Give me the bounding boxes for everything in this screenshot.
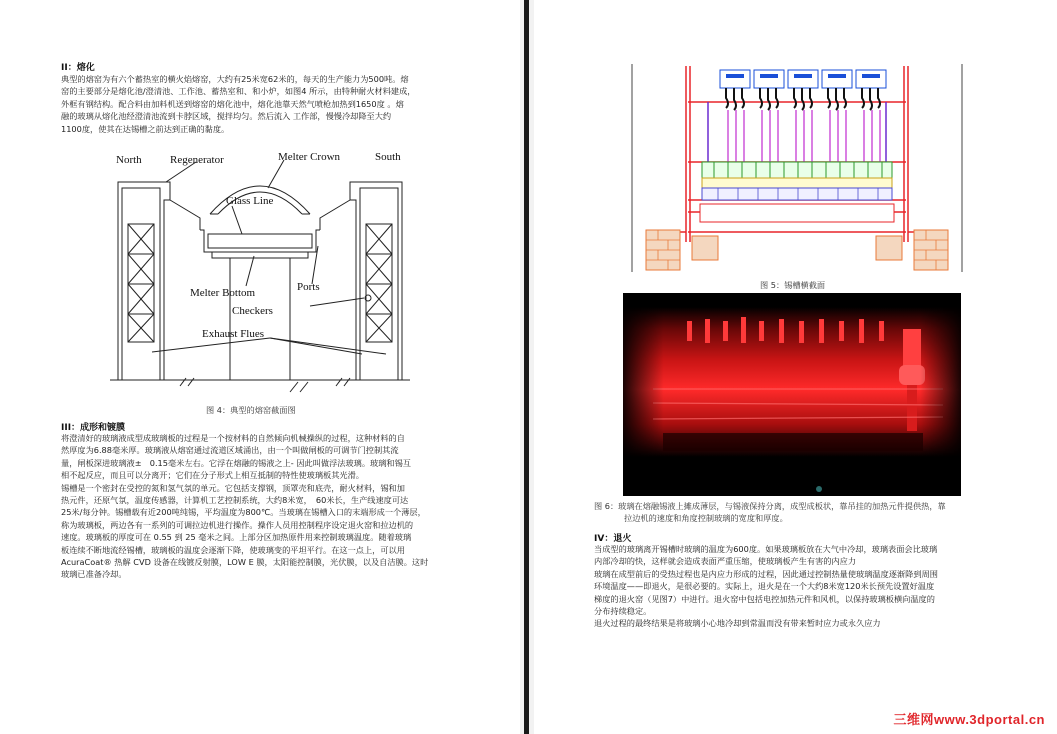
- label-checkers: Checkers: [232, 305, 273, 317]
- left-page: [0, 0, 520, 734]
- caption-line: 图 6：玻璃在熔融锡液上摊成薄层，与锡液保持分离，成型成板状，靠吊挂的加热元件提供热，靠: [594, 501, 946, 511]
- molten-tin-glass-photo: [623, 293, 961, 496]
- right-page: [534, 0, 1057, 734]
- label-north: North: [116, 154, 142, 166]
- label-exhaust-flues: Exhaust Flues: [202, 328, 265, 340]
- text-line: 25米/每分钟。锡槽载有近200吨纯锡，平均温度为800℃。当玻璃在锡槽入口的末端形成一个薄层，: [61, 507, 426, 518]
- text-line: 相不起反应，而且可以分离开；它们在分子形式上相互抵制的特性使玻璃板其光滑。: [61, 470, 364, 481]
- text-line: 1100度，使其在达锡槽之前达到正确的黏度。: [61, 123, 230, 134]
- text-line: 环境温度——即退火，是很必要的。实际上，退火是在一个大约8米宽120米长预先设置好温度: [594, 581, 935, 592]
- site-watermark: 三维网www.3dportal.cn: [893, 712, 1045, 727]
- text-line: 窑的主要部分是熔化池/澄清池、工作池、蓄热室和、和小炉，如图4 所示，由特种耐火材料建成，: [61, 86, 416, 97]
- text-line: 锡槽是一个密封在受控的氮和氢气氛的单元。它包括支撑钢，顶罩壳和底壳，耐火材料，锡和加: [61, 482, 405, 493]
- section-4-heading: IV：退火: [594, 534, 632, 544]
- text-line: 速度。玻璃板的厚度可在 0.55 到 25 毫米之间。上部分区加热原件用来控制玻璃温度。随着玻璃: [61, 532, 412, 543]
- text-line: 将澄清好的玻璃液成型成玻璃板的过程是一个按材料的自然倾向机械操纵的过程，这种材料的自: [61, 433, 405, 443]
- text-line: 然厚度为6.88毫米厚。玻璃液从熔窑通过流道区域涌出，由一个叫做闸板的可调节门控制其流: [61, 445, 399, 456]
- text-line: 外框有钢结构。配合料由加料机送到熔窑的熔化池中，熔化池靠天然气喷枪加热到1650度 。熔: [61, 98, 404, 109]
- text-line: 称为玻璃板，两边各有一系列的可调拉边机进行操作。操作人员用控制程序设定退火窑和拉边机的: [61, 519, 414, 530]
- text-line: 内部冷却的快，这样就会造成表面严重压缩，使玻璃板产生有害的内应力: [594, 556, 857, 567]
- label-melter-crown: Melter Crown: [278, 151, 341, 163]
- label-ports: Ports: [297, 281, 320, 293]
- figure-6-caption: [594, 500, 946, 525]
- label-glass-line: Glass Line: [226, 195, 274, 207]
- divider-bar: [524, 0, 529, 734]
- label-melter-bottom: Melter Bottom: [190, 287, 256, 299]
- section-3-heading: III：成形和镀膜: [61, 423, 126, 433]
- section-3-text: [61, 432, 428, 581]
- section-2-text: [61, 73, 415, 135]
- text-line: 板连续不断地流经锡槽，玻璃板的温度会逐渐下降，使玻璃变的平坦平行。在这一点上，可以用: [61, 544, 405, 555]
- text-line: 当成型的玻璃离开锡槽时玻璃的温度为600度。如果玻璃板放在大气中冷却，玻璃表面会比玻璃: [594, 544, 938, 554]
- text-line: 玻璃在成型前后的受热过程也是内应力形成的过程，因此通过控制热量使玻璃温度逐渐降到周围: [594, 568, 938, 579]
- furnace-cross-section-diagram: [100, 148, 420, 396]
- text-line: 量，闸板深进玻璃液± 0.15毫米左右。它浮在熔融的锡液之上- 因此叫做浮法玻璃。玻璃和锡互: [61, 457, 411, 468]
- figure-4-caption: 图 4：典型的熔窑截面图: [206, 405, 296, 415]
- section-4-text: [594, 543, 938, 630]
- text-line: 退火过程的最终结果是将玻璃小心地冷却到常温而没有带来暂时应力或永久应力: [594, 618, 881, 629]
- text-line: 融的玻璃从熔化池经澄清池流到卡脖区域，搅拌均匀。然后流入 工作部，慢慢冷却降至大约: [61, 111, 392, 122]
- tin-bath-cross-section-drawing: [628, 62, 966, 274]
- text-line: 热元件，还原气氛，温度传感器，计算机工艺控制系统，大约8米宽， 60米长，生产线速度可达: [61, 495, 409, 506]
- text-line: 分布持续稳定。: [594, 606, 652, 617]
- page-divider: [520, 0, 534, 734]
- label-south: South: [375, 151, 401, 163]
- caption-line: 拉边机的速度和角度控制玻璃的宽度和厚度。: [624, 513, 788, 524]
- text-line: AcuraCoat® 热解 CVD 设备在线镀反射膜，LOW E 膜，太阳能控制膜，光伏膜，以及自洁膜。这时: [61, 557, 429, 568]
- label-regenerator: Regenerator: [170, 154, 224, 166]
- text-line: 典型的熔窑为有六个蓄热室的横火焰熔窑，大约有25米宽62米的，每天的生产能力为500吨。熔: [61, 74, 409, 84]
- section-2-heading: II：熔化: [61, 63, 95, 73]
- text-line: 梯度的退火窑（见图7）中进行。退火窑中包括电控加热元件和风机，以保持玻璃板横向温度的: [594, 593, 935, 604]
- text-line: 玻璃已准备冷却。: [61, 569, 127, 580]
- figure-5-caption: 图 5：锡槽横截面: [760, 280, 826, 290]
